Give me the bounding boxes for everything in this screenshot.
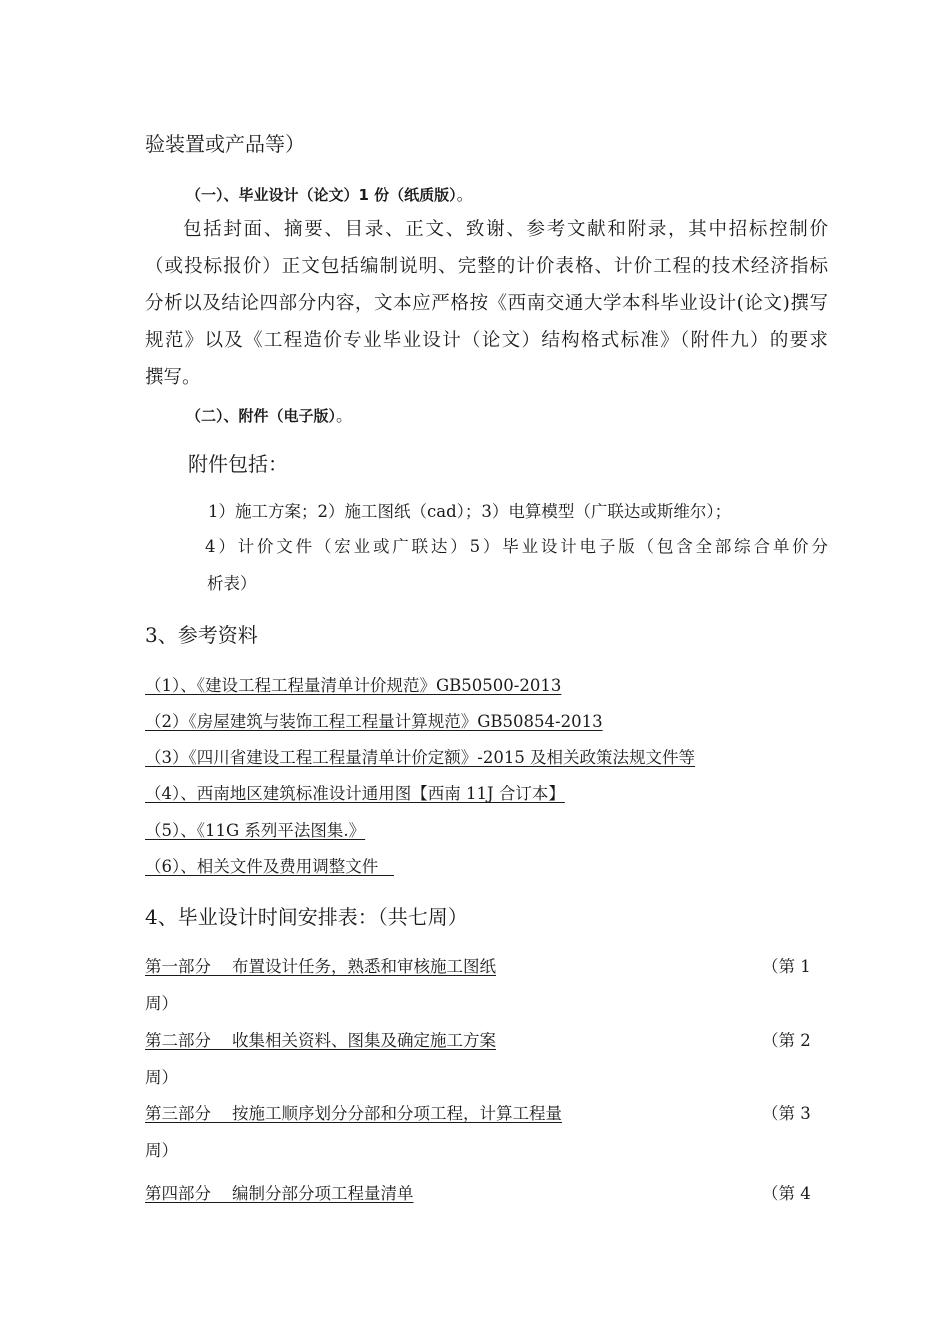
section1-para-line-4: 规范》以及《工程造价专业毕业设计（论文）结构格式标准》（附件九）的要求 <box>145 330 828 351</box>
reference-item: （3）《四川省建设工程工程量清单计价定额》-2015 及相关政策法规文件等 <box>145 748 696 767</box>
schedule-task: 第二部分 收集相关资料、图集及确定施工方案 <box>145 1031 496 1050</box>
continuation-text: 验装置或产品等） <box>145 132 305 156</box>
schedule-week-cont: 周） <box>145 1068 178 1087</box>
reference-item: （2）《房屋建筑与装饰工程工程量计算规范》GB50854-2013 <box>145 712 603 731</box>
section1-heading-bold: （一）、毕业设计（论文）1 份（纸质版） <box>186 186 457 204</box>
schedule-title: 4、毕业设计时间安排表：（共七周） <box>145 905 468 929</box>
schedule-task: 第三部分 按施工顺序划分分部和分项工程，计算工程量 <box>145 1104 562 1123</box>
section2-heading-bold: （二）、附件（电子版） <box>186 407 337 425</box>
schedule-task: 第四部分 编制分部分项工程量清单 <box>145 1184 414 1203</box>
reference-item: （6）、相关文件及费用调整文件 <box>145 857 394 876</box>
attachment-item-line-2: 4）计价文件（宏业或广联达）5）毕业设计电子版（包含全部综合单价分 <box>205 537 828 556</box>
attachment-item-line-1: 1）施工方案；2）施工图纸（cad）；3）电算模型（广联达或斯维尔）； <box>208 502 732 521</box>
section1-para-line-1: 包括封面、摘要、目录、正文、致谢、参考文献和附录，其中招标控制价 <box>183 219 828 240</box>
reference-item: （1）、《建设工程工程量清单计价规范》GB50500-2013 <box>145 676 562 695</box>
schedule-week: （第 3 <box>762 1104 811 1123</box>
reference-item: （4）、西南地区建筑标准设计通用图【西南 11J 合订本】 <box>145 784 565 803</box>
section1-heading <box>186 181 473 205</box>
attachment-item-line-3: 析表） <box>207 574 257 593</box>
section1-para-line-5: 撰写。 <box>145 367 201 388</box>
schedule-task: 第一部分 布置设计任务，熟悉和审核施工图纸 <box>145 957 496 976</box>
references-title: 3、参考资料 <box>145 623 258 647</box>
section1-para-line-3: 分析以及结论四部分内容，文本应严格按《西南交通大学本科毕业设计(论文)撰写 <box>145 293 828 314</box>
section2-heading-tail: 。 <box>336 406 353 425</box>
section2-heading <box>186 402 353 426</box>
section1-heading-tail: 。 <box>456 185 474 204</box>
schedule-week-cont: 周） <box>145 1141 178 1160</box>
attachments-intro: 附件包括： <box>188 452 288 476</box>
schedule-week: （第 2 <box>762 1031 811 1050</box>
reference-item: （5）、《11G 系列平法图集.》 <box>145 821 366 840</box>
schedule-week: （第 1 <box>762 957 811 976</box>
schedule-week: （第 4 <box>762 1184 811 1203</box>
section1-para-line-2: （或投标报价）正文包括编制说明、完整的计价表格、计价工程的技术经济指标 <box>145 256 828 277</box>
schedule-week-cont: 周） <box>145 994 178 1013</box>
